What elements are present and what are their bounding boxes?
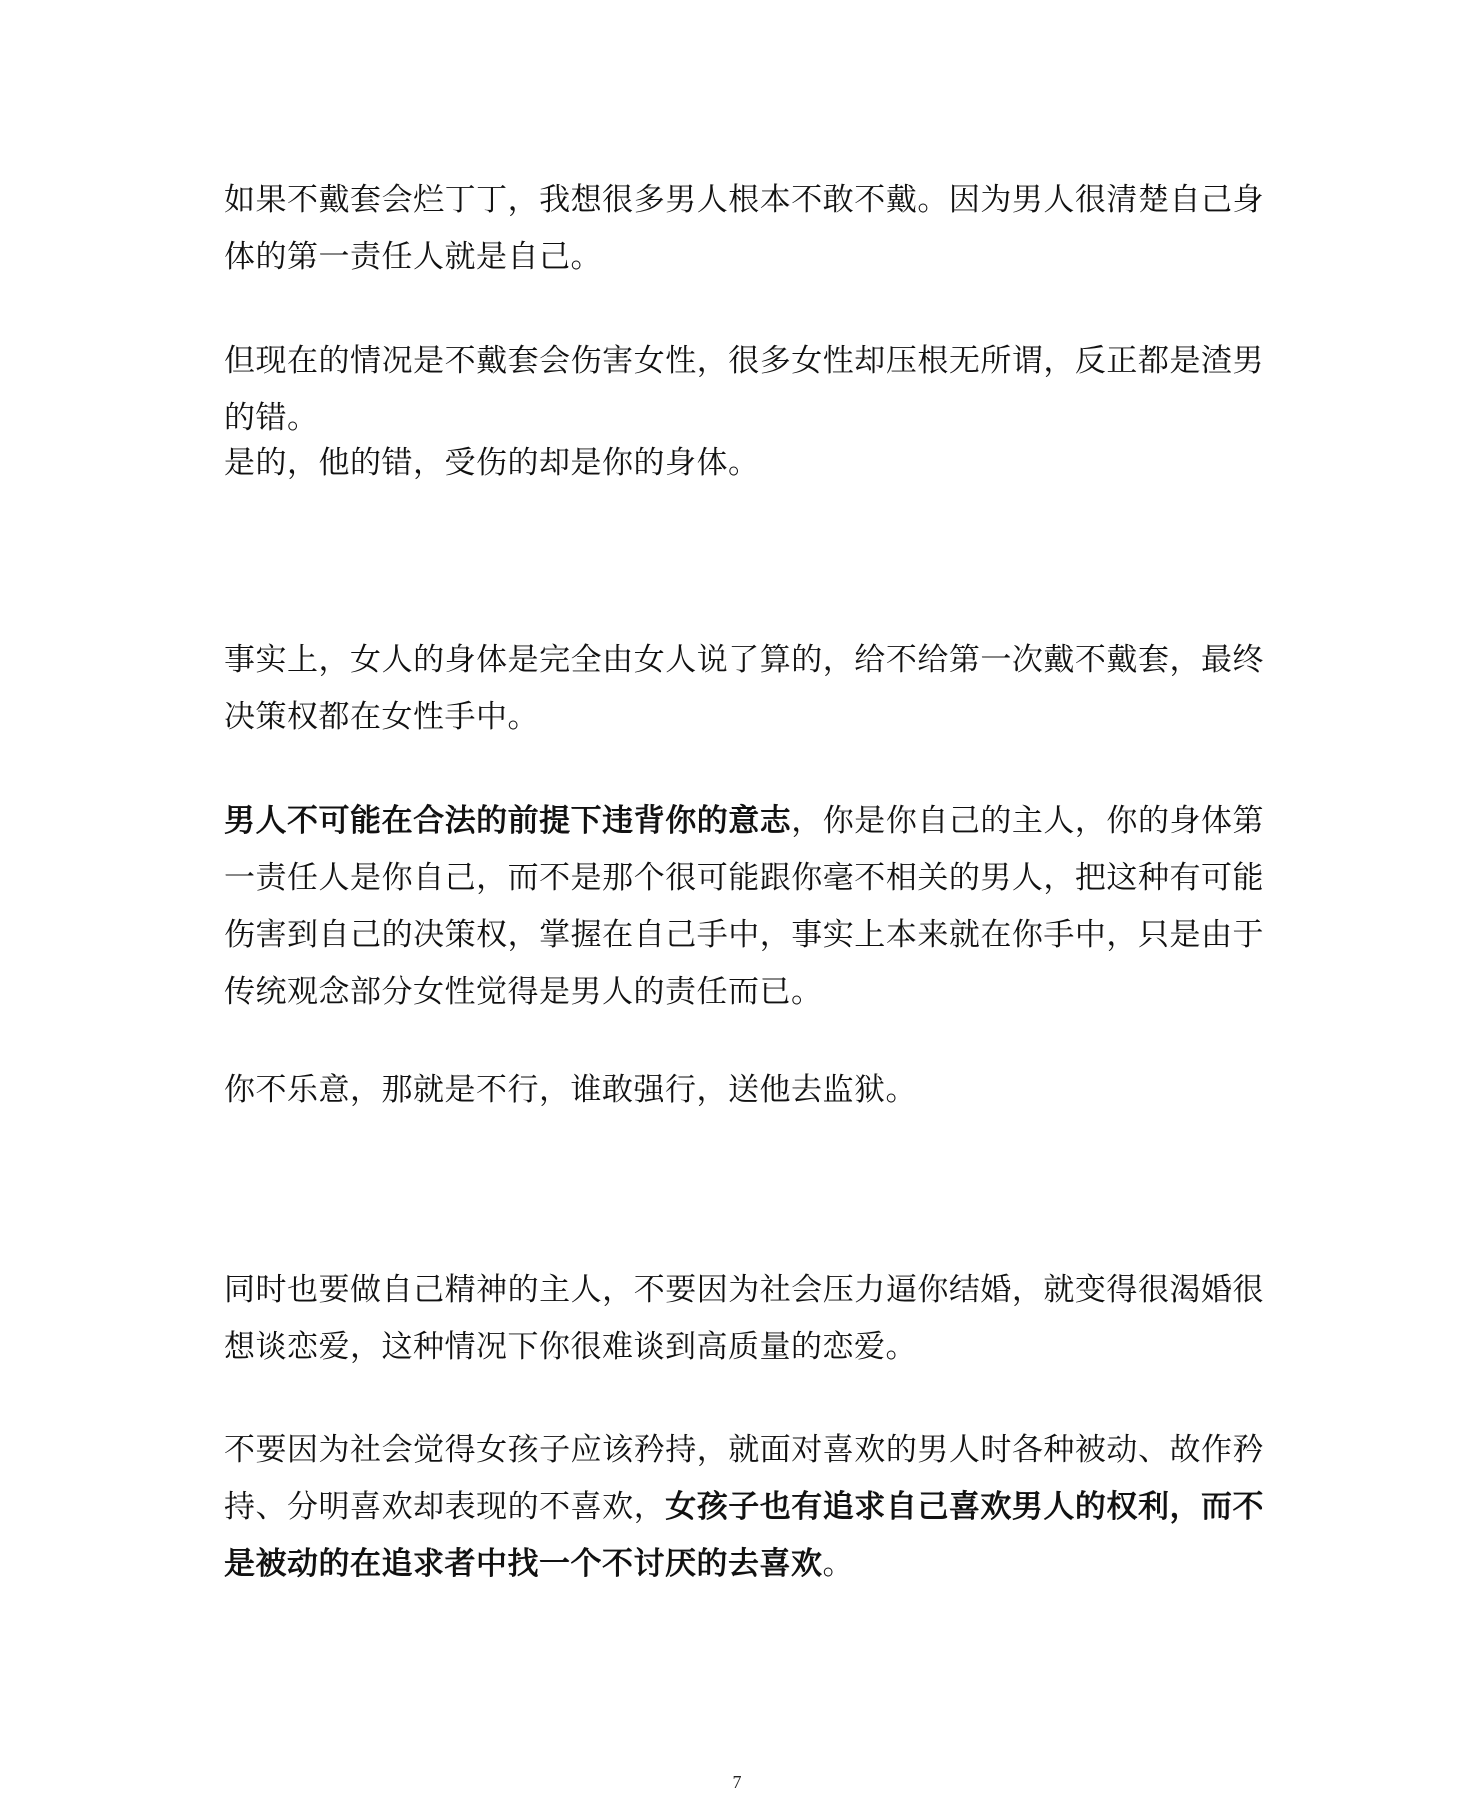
paragraph-8-text: 不要因为社会觉得女孩子应该矜持，就面对喜欢的男人时各种被动、故作矜持、分明喜欢却表现的不喜欢，: [224, 1432, 1264, 1525]
paragraph-5-bold-text: 男人不可能在合法的前提下违背你的意志: [224, 803, 792, 839]
paragraph-5: [224, 793, 1264, 1021]
paragraph-4: [224, 632, 1264, 746]
paragraph-7-text: 同时也要做自己精神的主人，不要因为社会压力逼你结婚，就变得很渴婚很想谈恋爱，这种情况下你很难谈到高质量的恋爱。: [224, 1272, 1264, 1365]
paragraph-2-text: 但现在的情况是不戴套会伤害女性，很多女性却压根无所谓，反正都是渣男的错。: [224, 343, 1264, 436]
paragraph-8-bold-text: 女孩子也有追求自己喜欢男人的权利，而不是被动的在追求者中找一个不讨厌的去喜欢: [224, 1489, 1264, 1582]
paragraph-6: [224, 1062, 1264, 1119]
paragraph-3-text: 是的，他的错，受伤的却是你的身体。: [224, 445, 760, 481]
paragraph-1-text: 如果不戴套会烂丁丁，我想很多男人根本不敢不戴。因为男人很清楚自己身体的第一责任人就是自己。: [224, 182, 1264, 275]
paragraph-7: [224, 1262, 1264, 1376]
paragraph-5-text: ，你是你自己的主人，你的身体第一责任人是你自己，而不是那个很可能跟你毫不相关的男人，把这种有可能伤害到自己的决策权，掌握在自己手中，事实上本来就在你手中，只是由于传统观念部分女性觉得是男人的责任而已。: [224, 803, 1264, 1010]
paragraph-2: [224, 333, 1264, 447]
paragraph-1: [224, 172, 1264, 286]
paragraph-6-text: 你不乐意，那就是不行，谁敢强行，送他去监狱。: [224, 1072, 917, 1108]
paragraph-8-end-text: 。: [822, 1546, 854, 1582]
paragraph-4-text: 事实上，女人的身体是完全由女人说了算的，给不给第一次戴不戴套，最终决策权都在女性手中。: [224, 642, 1264, 735]
page-number: 7: [732, 1772, 742, 1792]
paragraph-8: [224, 1422, 1264, 1593]
paragraph-3: [224, 435, 1264, 492]
